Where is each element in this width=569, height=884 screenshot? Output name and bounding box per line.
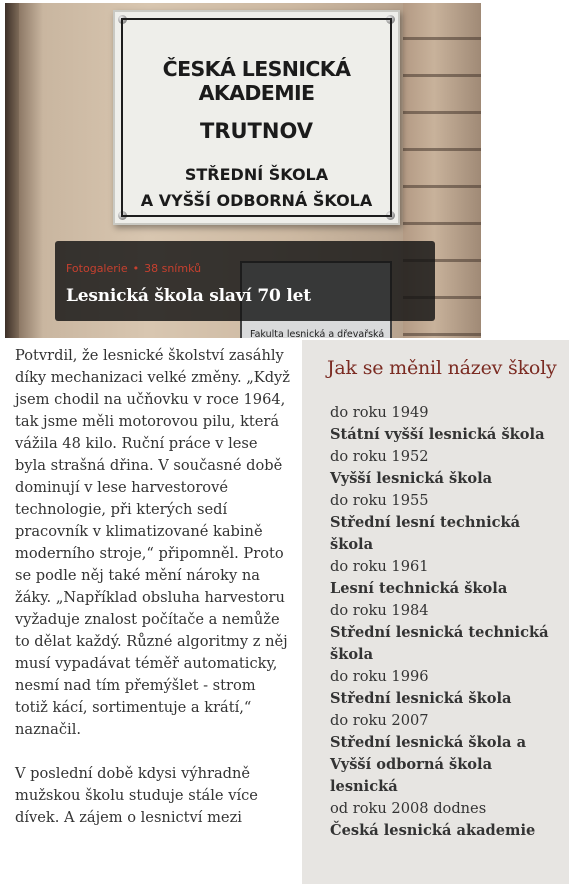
sign-line: A VYŠŠÍ ODBORNÁ ŠKOLA [140,191,373,210]
history-period: do roku 1996 [330,668,429,685]
history-name: Střední lesnická škola [330,690,512,707]
article-paragraph: V poslední době kdysi výhradně mužskou školu studuje stále více dívek. A zájem o lesnictví mezi [15,765,258,826]
history-period: do roku 1955 [330,492,429,509]
gallery-title[interactable]: Lesnická škola slaví 70 let [66,286,311,306]
gallery-photo[interactable] [5,3,481,338]
gallery-caption[interactable] [55,241,435,321]
sign-text [121,18,392,217]
history-name: Střední lesnická technická škola [330,624,549,663]
history-period: do roku 1949 [330,404,429,421]
wall-left [5,3,19,338]
sign-line: TRUTNOV [200,119,313,143]
history-name: Česká lesnická akademie [330,822,536,839]
history-name: Střední lesní technická škola [330,514,521,553]
history-name: Vyšší lesnická škola [330,470,493,487]
name-history-title: Jak se měnil název školy [327,357,557,379]
gallery-label[interactable]: Fotogalerie [66,262,128,275]
article-paragraph: Potvrdil, že lesnické školství zasáhly díky mechanizaci velké změny. „Když jsem chodil na učňovku v roce 1964, tak jsme měli motorovou pilu, která vážila 48 kilo. Ruční práce v lese byla strašná dřina. V současné době dominují v lese harvestorové technologie, při kterých sedí pracovník v klimatizované kabině moderního stroje,“ připomněl. Proto se podle něj také mění nároky na žáky. „Například obsluha harvestoru vyžaduje znalost počítače a nemůže to dělat každý. Různé algoritmy z něj musí vypadávat téměř automaticky, nesmí nad tím přemýšlet - strom totiž kácí, sortimentuje a krátí,“ naznačil. [15,347,290,738]
sign-line: STŘEDNÍ ŠKOLA [184,165,329,184]
gallery-meta [66,262,201,275]
sign-line: ČESKÁ LESNICKÁ AKADEMIE [162,57,351,105]
name-history-list [330,402,562,842]
history-period: do roku 1984 [330,602,429,619]
school-sign [113,10,400,225]
article-body [15,345,293,851]
history-name: Lesní technická škola [330,580,508,597]
name-history-box [302,340,569,884]
history-name: Střední lesnická škola a Vyšší odborná škola lesnická [330,734,527,795]
history-period: od roku 2008 dodnes [330,800,487,817]
separator: • [132,262,140,275]
faculty-sign-text: Fakulta lesnická a dřevařská [250,329,385,338]
history-period: do roku 1952 [330,448,429,465]
history-period: do roku 2007 [330,712,429,729]
history-name: Státní vyšší lesnická škola [330,426,545,443]
photo-count: 38 snímků [144,262,202,275]
history-period: do roku 1961 [330,558,429,575]
